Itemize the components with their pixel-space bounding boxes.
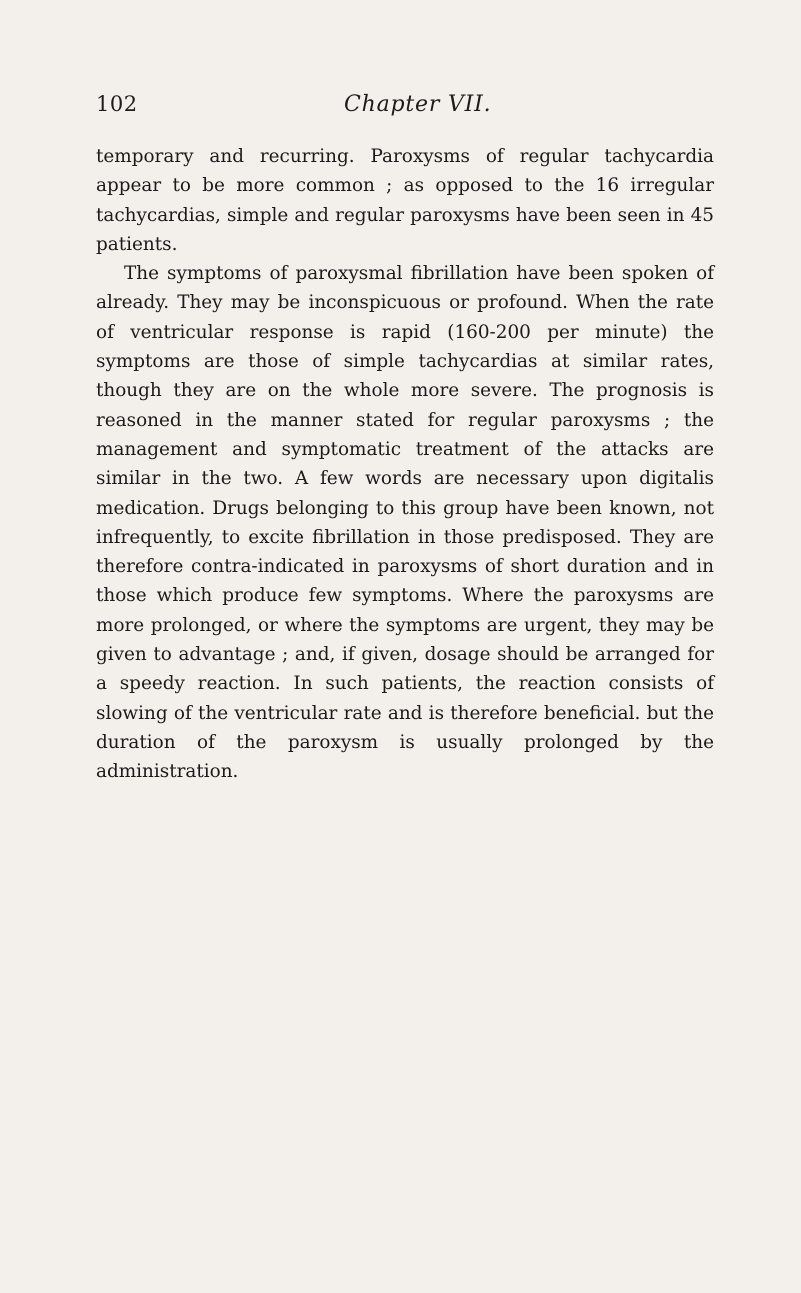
- page-number: 102: [96, 92, 138, 116]
- paragraph-continued: temporary and recurring. Paroxysms of regular tachycardia appear to be more common ; as opposed to the 16 irregular tachycardias, simple and regular paroxysms have been seen in 45 patients.: [96, 146, 714, 255]
- body-text: [96, 142, 714, 787]
- paragraph-paroxysmal-fibrillation: The symptoms of paroxysmal fibrillation have been spoken of already. They may be inconspicuous or profound. When the rate of ventricular response is rapid (160-200 per minute) the symptoms are those of simple tachycardias at similar rates, though they are on the whole more severe. The prognosis is reasoned in the manner stated for regular paroxysms ; the management and symptomatic treatment of the attacks are similar in the two. A few words are necessary upon digitalis medication. Drugs belonging to this group have been known, not infrequently, to excite fibrillation in those predisposed. They are therefore contra-indicated in paroxysms of short duration and in those which produce few symptoms. Where the paroxysms are more prolonged, or where the symptoms are urgent, they may be given to advantage ; and, if given, dosage should be arranged for a speedy reaction. In such patients, the reaction consists of slowing of the ventricular rate and is therefore beneficial. but the duration of the paroxysm is usually prolonged by the administration.: [96, 263, 714, 783]
- chapter-title: Chapter VII.: [344, 92, 492, 117]
- running-head: [96, 92, 716, 122]
